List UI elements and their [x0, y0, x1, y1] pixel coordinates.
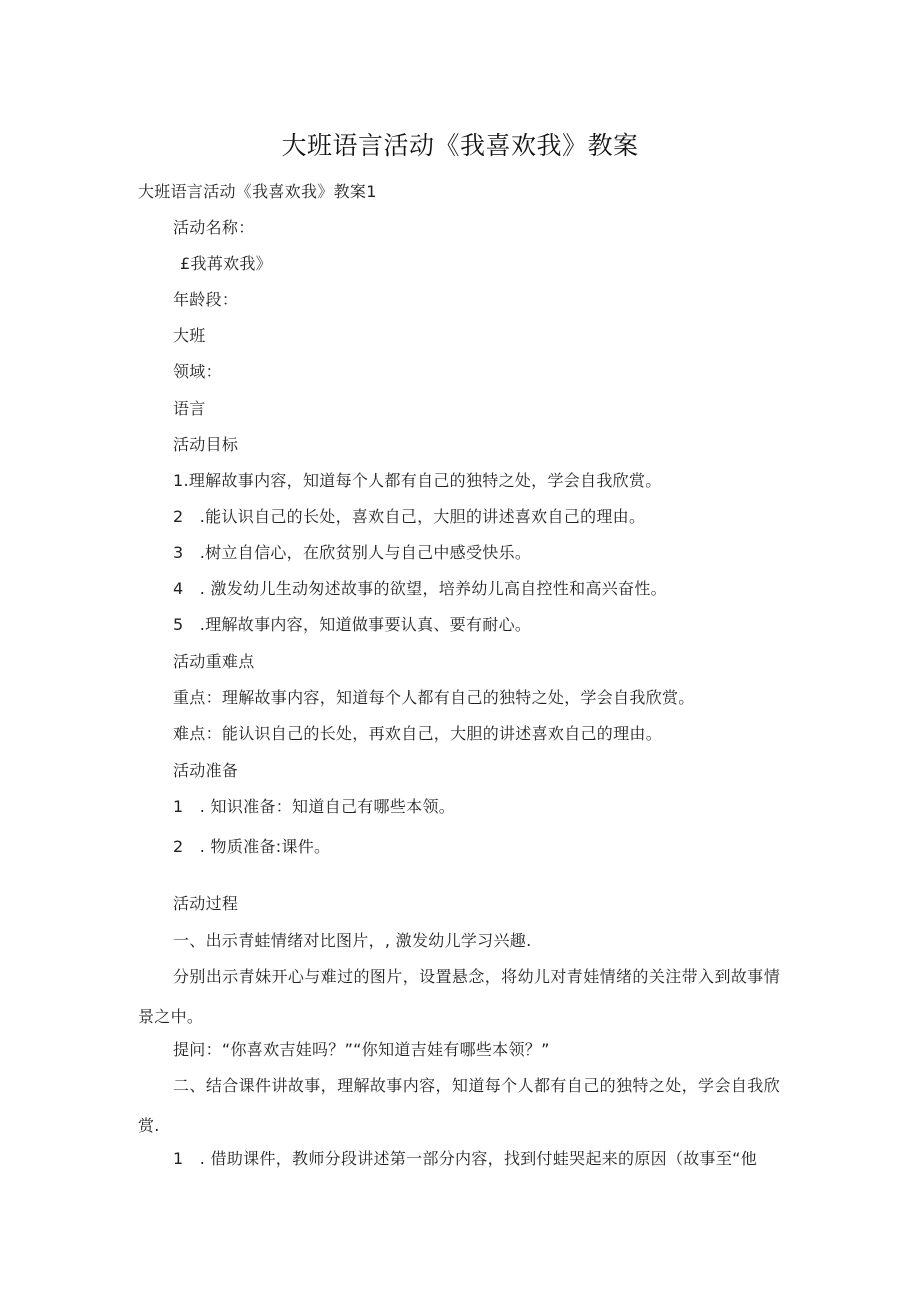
difficult-point: 难点：能认识自己的长处，再欢自己，大胆的讲述喜欢自己的理由。: [173, 724, 663, 743]
field-value-age-group: 大班: [173, 326, 206, 345]
goal-item-3: 3 .树立自信心，在欣贫别人与自己中感受快乐。: [173, 543, 532, 562]
goal-item-4: 4 . 激发幼儿生动匆述故事的欲望，培养幼儿高自控性和高兴奋性。: [173, 579, 667, 598]
document-title: 大班语言活动《我喜欢我》教案: [281, 131, 639, 160]
process-paragraph-1: 分别出示青妹开心与难过的图片，设置悬念，将幼儿对青娃情绪的关注带入到故事情景之中。: [138, 967, 780, 1026]
section-heading-preparation: 活动准备: [173, 761, 239, 780]
section-heading-key-points: 活动重难点: [173, 652, 255, 671]
goal-item-5: 5 .理解故事内容，知道做事要认真、要有耐心。: [173, 615, 532, 634]
key-point: 重点：理解故事内容，知道每个人都有自己的独特之处，学会自我欣赏。: [173, 688, 695, 707]
process-substep-1: 1 . 借助课件，教师分段讲述第一部分内容，找到付蛙哭起来的原因（故事至“他: [173, 1149, 758, 1168]
process-paragraph-2: 二、结合课件讲故事，理解故事内容，知道每个人都有自己的独特之处，学会自我欣赏.: [138, 1076, 780, 1135]
field-value-domain: 语言: [173, 399, 206, 418]
field-label-age-group: 年龄段：: [173, 290, 239, 309]
section-heading-goals: 活动目标: [173, 435, 239, 454]
process-question: 提问：“你喜欢吉娃吗？”“你知道吉娃有哪些本领？”: [173, 1040, 550, 1059]
field-value-activity-name: £我苒欢我》: [180, 254, 272, 273]
field-label-domain: 领域：: [173, 362, 222, 381]
section-heading-process: 活动过程: [173, 894, 239, 913]
process-step-1: 一、出示青蛙情绪对比图片，, 激发幼儿学习兴趣.: [173, 931, 532, 950]
goal-item-2: 2 .能认识自己的长处，喜欢自己，大胆的讲述喜欢自己的理由。: [173, 507, 646, 526]
field-label-activity-name: 活动名称：: [173, 218, 255, 237]
document-subtitle: 大班语言活动《我喜欢我》教案1: [138, 182, 377, 201]
goal-item-1: 1.理解故事内容，知道每个人都有自己的独特之处，学会自我欣赏。: [173, 471, 662, 490]
preparation-item-2: 2 . 物质准备:课件。: [173, 837, 331, 856]
preparation-item-1: 1 . 知识准备：知道自己有哪些本领。: [173, 797, 456, 816]
